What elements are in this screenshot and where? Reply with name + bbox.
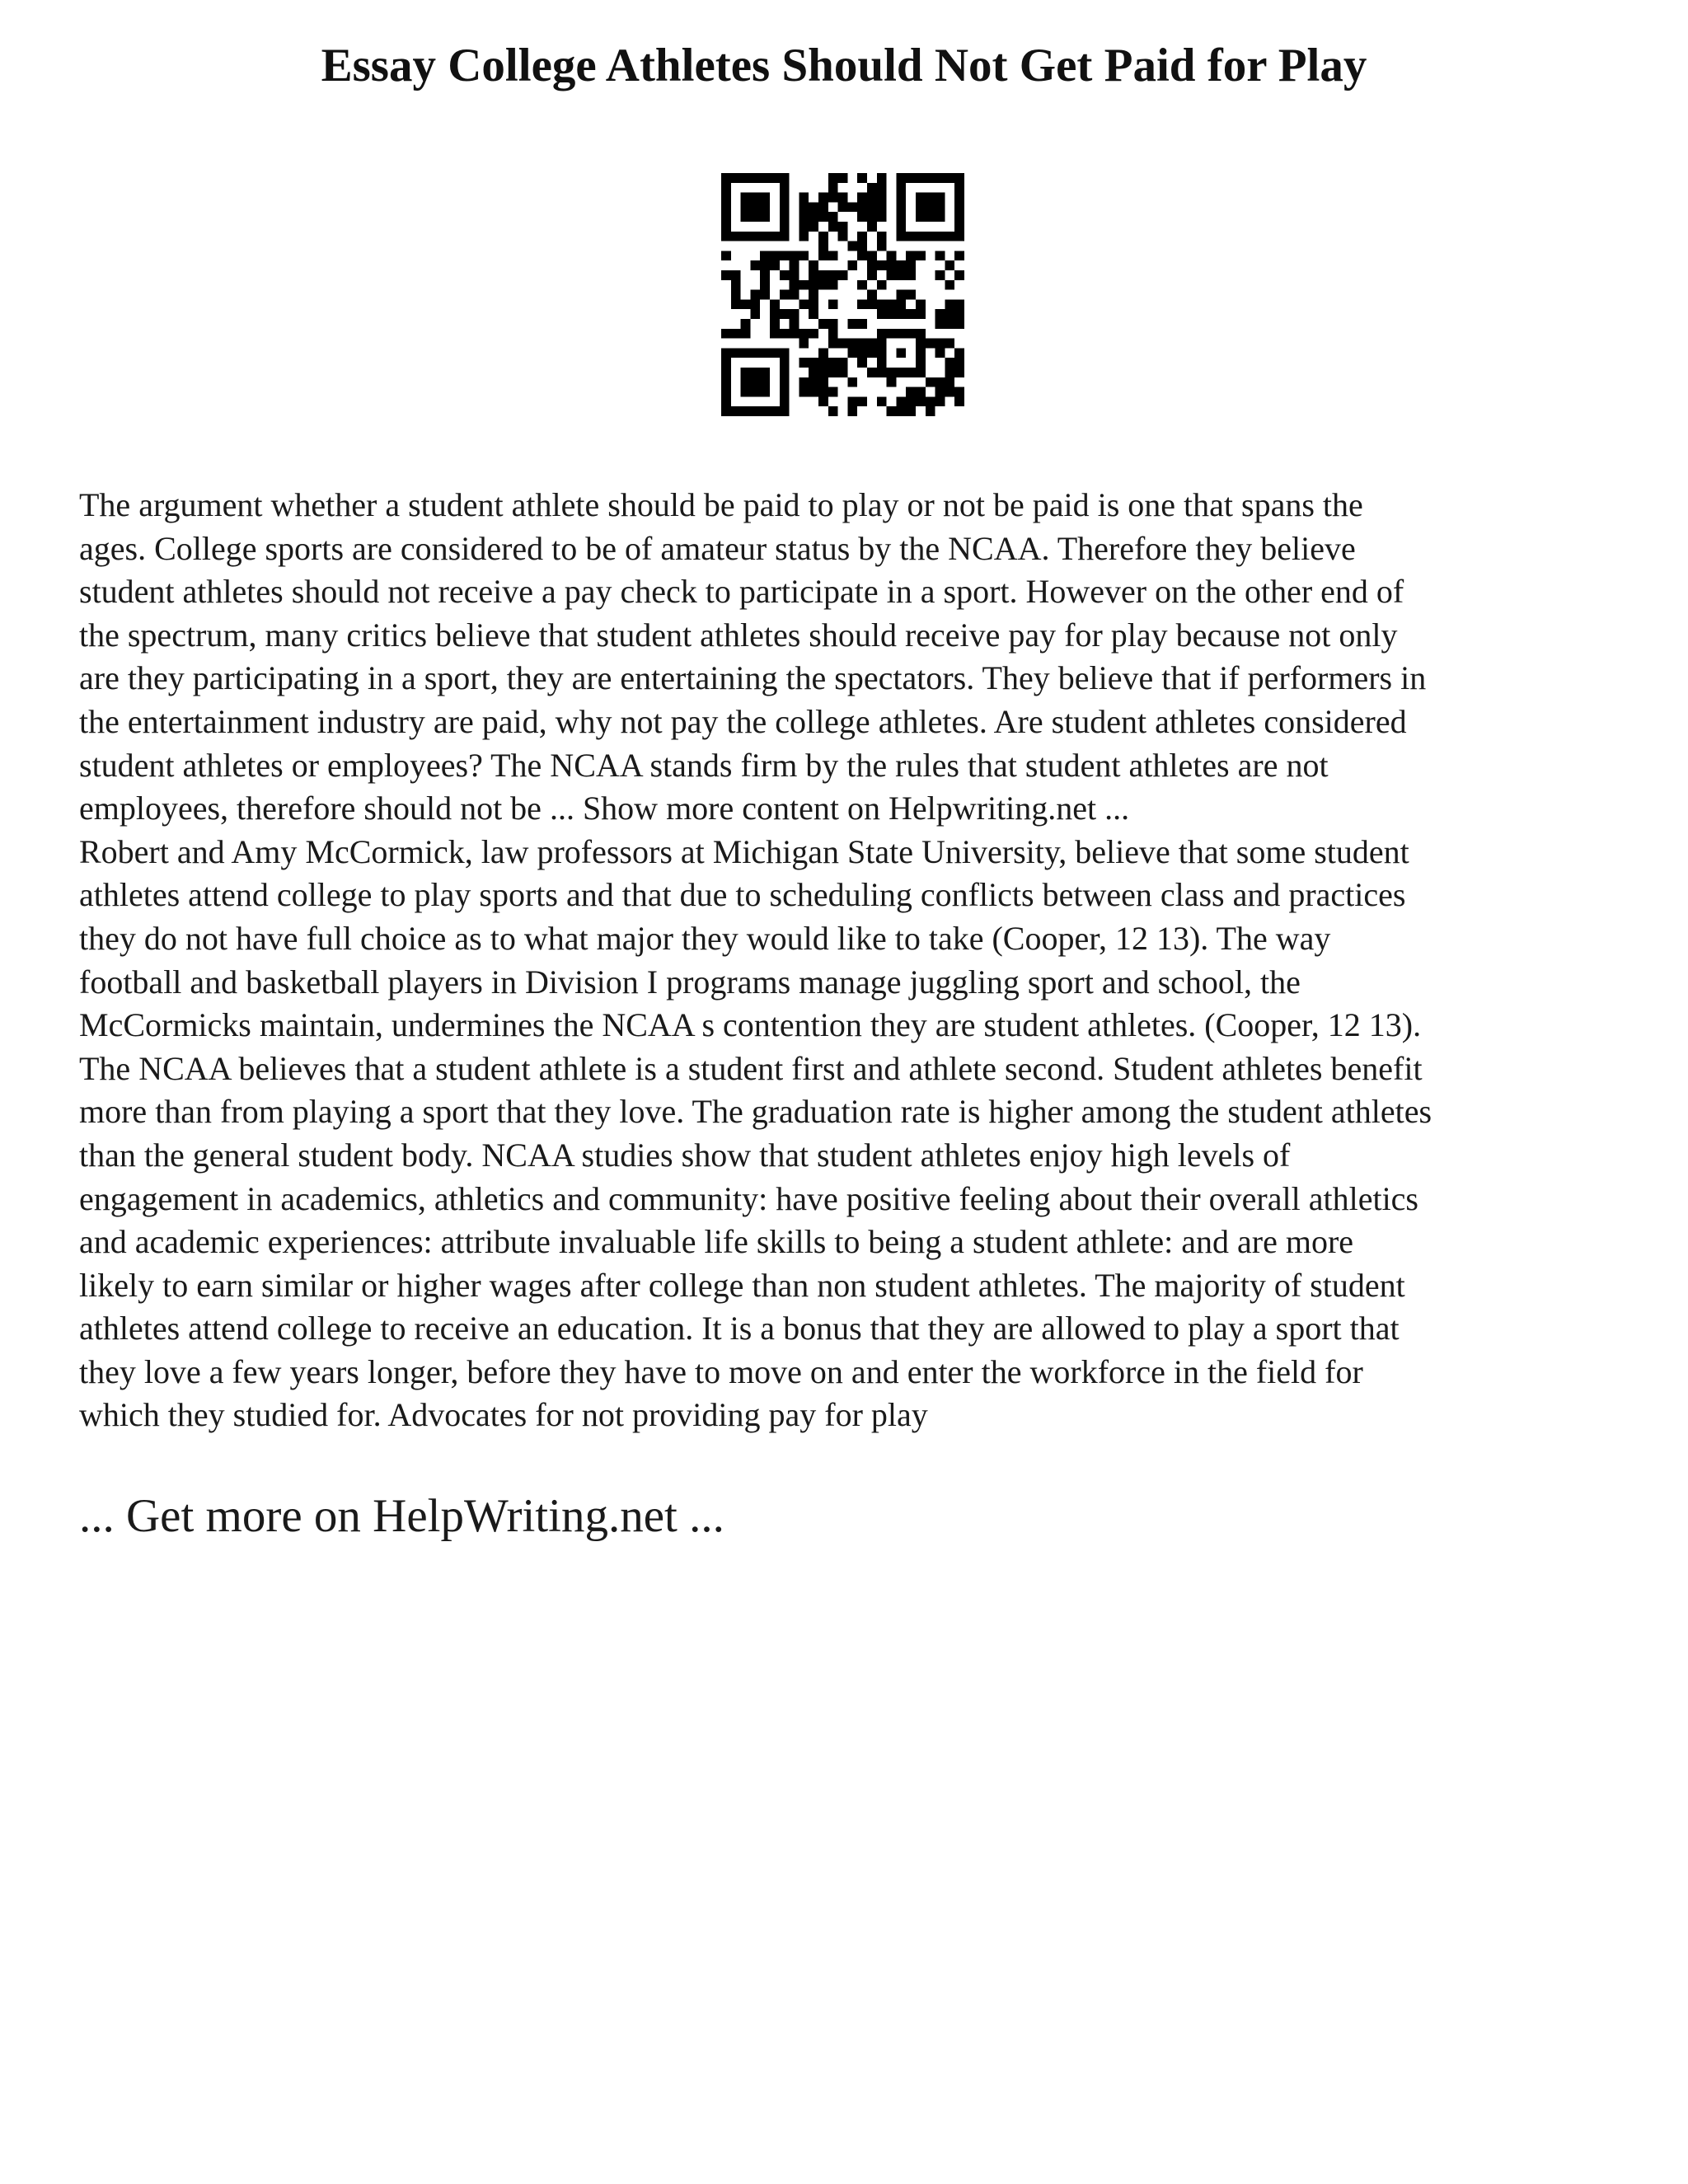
get-more-link[interactable]: ... Get more on HelpWriting.net ... bbox=[79, 1490, 724, 1542]
qr-code-icon bbox=[721, 173, 964, 416]
document-title: Essay College Athletes Should Not Get Paid for Play bbox=[321, 40, 1367, 91]
essay-body: The argument whether a student athlete should be paid to play or not be paid is one that spans the ages. College sports are considered to be of amateur status by the NCAA. Therefore they believe student athletes should not receive a pay check to participate in a sport. However on the other end of the spectrum, many critics believe that student athletes should receive pay for play because not only are they participating in a sport, they are entertaining the spectators. They believe that if performers in the entertainment industry are paid, why not pay the college athletes. Are student athletes considered student athletes or employees? The NCAA stands firm by the rules that student athletes are not employees, therefore should not be ... Show more content on Helpwriting.net ... Robert and Amy McCormick, law professors at Michigan State University, believe that some student athletes attend college to play sports and that due to scheduling conflicts between class and practices they do not have full choice as to what major they would like to take (Cooper, 12 13). The way football and basketball players in Division I programs manage juggling sport and school, the McCormicks maintain, undermines the NCAA s contention they are student athletes. (Cooper, 12 13). The NCAA believes that a student athlete is a student first and athlete second. Student athletes benefit more than from playing a sport that they love. The graduation rate is higher among the student athletes than the general student body. NCAA studies show that student athletes enjoy high levels of engagement in academics, athletics and community: have positive feeling about their overall athletics and academic experiences: attribute invaluable life skills to being a student athlete: and are more likely to earn similar or higher wages after college than non student athletes. The majority of student athletes attend college to receive an education. It is a bonus that they are allowed to play a sport that they love a few years longer, before they have to move on and enter the workforce in the field for which they studied for. Advocates for not providing pay for play bbox=[79, 486, 1432, 1434]
